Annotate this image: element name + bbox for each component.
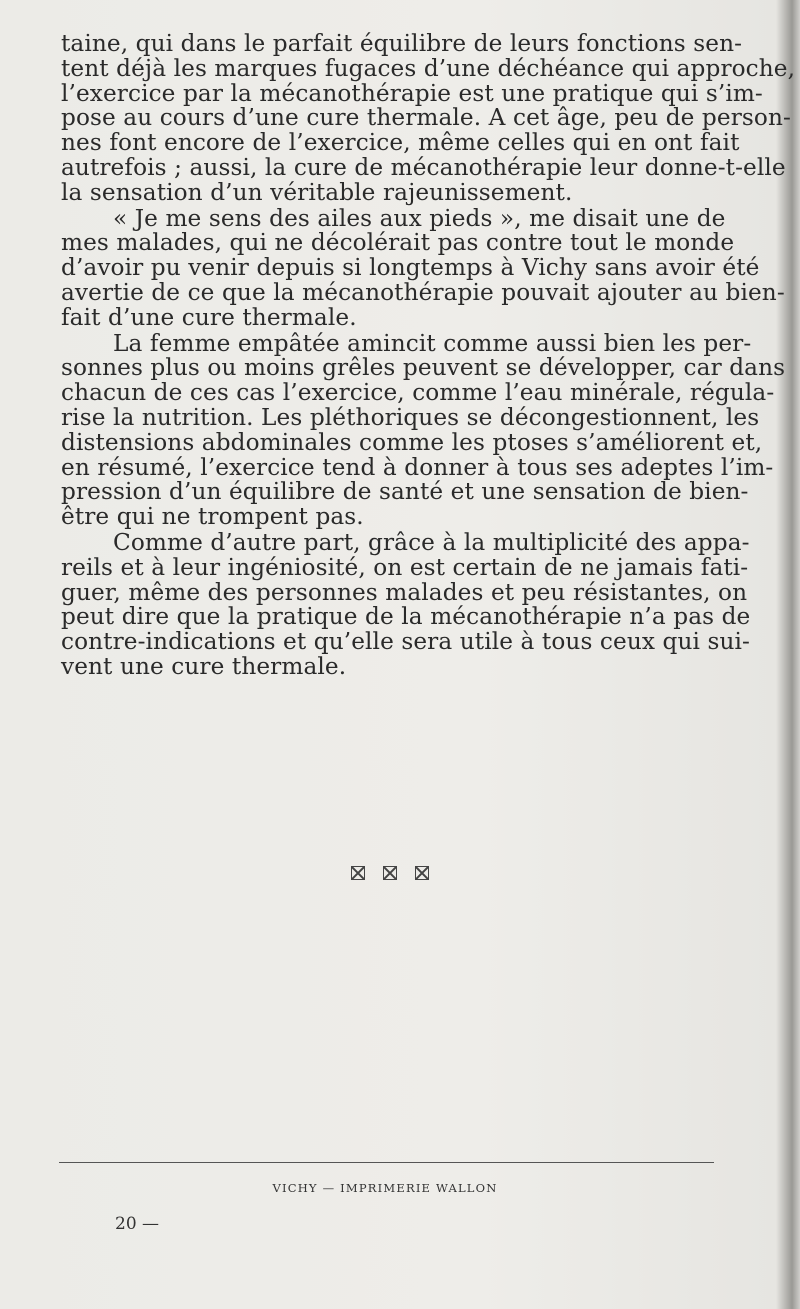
text-line: nes font encore de l’exercice, même celles qui en ont fait (61, 129, 740, 157)
section-ornament (351, 861, 429, 885)
text-line: Comme d’autre part, grâce à la multiplicité des appa- (113, 528, 750, 556)
paragraph (61, 528, 751, 680)
paragraph (61, 329, 786, 531)
text-line: chacun de ces cas l’exercice, comme l’eau minérale, régula- (61, 379, 775, 407)
text-line: taine, qui dans le parfait équilibre de leurs fonctions sen- (61, 30, 743, 57)
printer-imprint: VICHY — IMPRIMERIE WALLON (272, 1181, 498, 1195)
text-line: la sensation d’un véritable rajeunissement. (61, 178, 573, 206)
body-text (61, 30, 796, 680)
text-line: mes malades, qui ne décolérait pas contre tout le monde (61, 229, 735, 257)
text-line: guer, même des personnes malades et peu résistantes, on (61, 578, 748, 606)
ornament-icon (351, 866, 365, 880)
ornament-icon (383, 866, 397, 880)
page-number: 20 — (115, 1214, 160, 1234)
paragraph (61, 30, 796, 206)
text-line: avertie de ce que la mécanothérapie pouvait ajouter au bien- (61, 278, 785, 306)
text-line: tent déjà les marques fugaces d’une déchéance qui approche, (61, 54, 796, 82)
text-line: distensions abdominales comme les ptoses s’améliorent et, (61, 428, 763, 456)
text-line: fait d’une cure thermale. (61, 303, 357, 331)
text-line: autrefois ; aussi, la cure de mécanothérapie leur donne-t-elle (61, 153, 786, 181)
text-line: « Je me sens des ailes aux pieds », me disait une de (113, 204, 726, 232)
text-line: La femme empâtée amincit comme aussi bien les per- (113, 329, 752, 357)
text-line: l’exercice par la mécanothérapie est une pratique qui s’im- (61, 79, 763, 107)
text-line: d’avoir pu venir depuis si longtemps à Vichy sans avoir été (61, 254, 760, 282)
footer-rule (59, 1162, 714, 1163)
text-line: être qui ne trompent pas. (61, 503, 364, 531)
text-line: pression d’un équilibre de santé et une sensation de bien- (61, 478, 749, 506)
text-line: contre-indications et qu’elle sera utile à tous ceux qui sui- (61, 628, 750, 656)
text-line: vent une cure thermale. (61, 652, 347, 680)
text-line: reils et à leur ingéniosité, on est certain de ne jamais fati- (61, 553, 749, 581)
text-line: en résumé, l’exercice tend à donner à tous ses adeptes l’im- (61, 453, 774, 481)
text-line: peut dire que la pratique de la mécanothérapie n’a pas de (61, 603, 751, 631)
paragraph (61, 204, 785, 331)
ornament-icon (415, 866, 429, 880)
text-line: pose au cours d’une cure thermale. A cet âge, peu de person- (61, 104, 791, 132)
text-line: sonnes plus ou moins grêles peuvent se développer, car dans (61, 354, 786, 382)
text-line: rise la nutrition. Les pléthoriques se décongestionnent, les (61, 403, 760, 431)
